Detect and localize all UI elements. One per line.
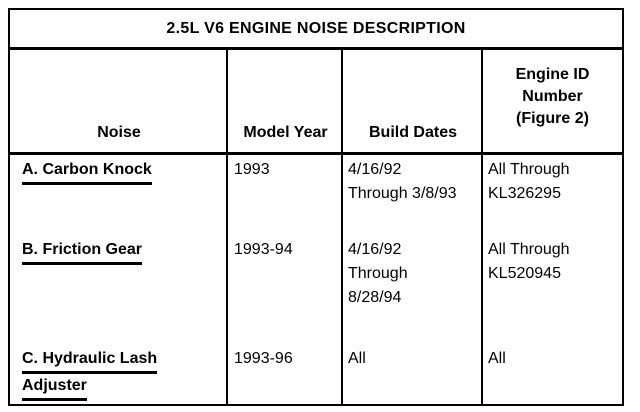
build-date-line: 8/28/94 [348, 289, 402, 306]
noise-label: A. Carbon Knock [22, 159, 152, 185]
engine-id-line: All Through [488, 241, 570, 258]
noise-label: B. Friction Gear [22, 239, 142, 265]
row-b-engine-id [488, 238, 570, 286]
row-c-noise [22, 347, 157, 401]
column-divider [341, 50, 343, 404]
build-date-line: 4/16/92 [348, 241, 402, 258]
build-date-line: Through [348, 265, 408, 282]
engine-id-line: All Through [488, 161, 570, 178]
row-a-noise [22, 158, 152, 185]
header-engine-id-line1: Engine ID [515, 66, 590, 83]
column-divider [226, 50, 228, 404]
row-c-engine-id: All [488, 350, 506, 367]
row-b-model-year: 1993-94 [234, 241, 293, 258]
build-date-line: Through 3/8/93 [348, 185, 457, 202]
noise-label-cont: Adjuster [22, 375, 87, 401]
engine-noise-table [8, 8, 624, 406]
header-row [10, 50, 622, 155]
header-noise: Noise [97, 124, 141, 141]
row-a-model-year: 1993 [234, 161, 270, 178]
noise-label: C. Hydraulic Lash [22, 348, 157, 374]
table-title: 2.5L V6 ENGINE NOISE DESCRIPTION [10, 10, 622, 50]
row-a-engine-id [488, 158, 570, 206]
header-engine-id-line2: Number [522, 88, 583, 105]
row-c-build-dates: All [348, 350, 366, 367]
row-b-noise [22, 238, 142, 265]
row-c-model-year: 1993-96 [234, 350, 293, 367]
header-build-dates: Build Dates [368, 124, 457, 141]
header-model-year: Model Year [243, 124, 328, 141]
row-a-build-dates [348, 158, 457, 206]
engine-id-line: KL520945 [488, 265, 561, 282]
header-engine-id-line3: (Figure 2) [516, 110, 589, 127]
header-engine-id [483, 50, 622, 152]
row-b-build-dates [348, 238, 408, 310]
build-date-line: 4/16/92 [348, 161, 402, 178]
column-divider [481, 50, 483, 404]
engine-id-line: KL326295 [488, 185, 561, 202]
